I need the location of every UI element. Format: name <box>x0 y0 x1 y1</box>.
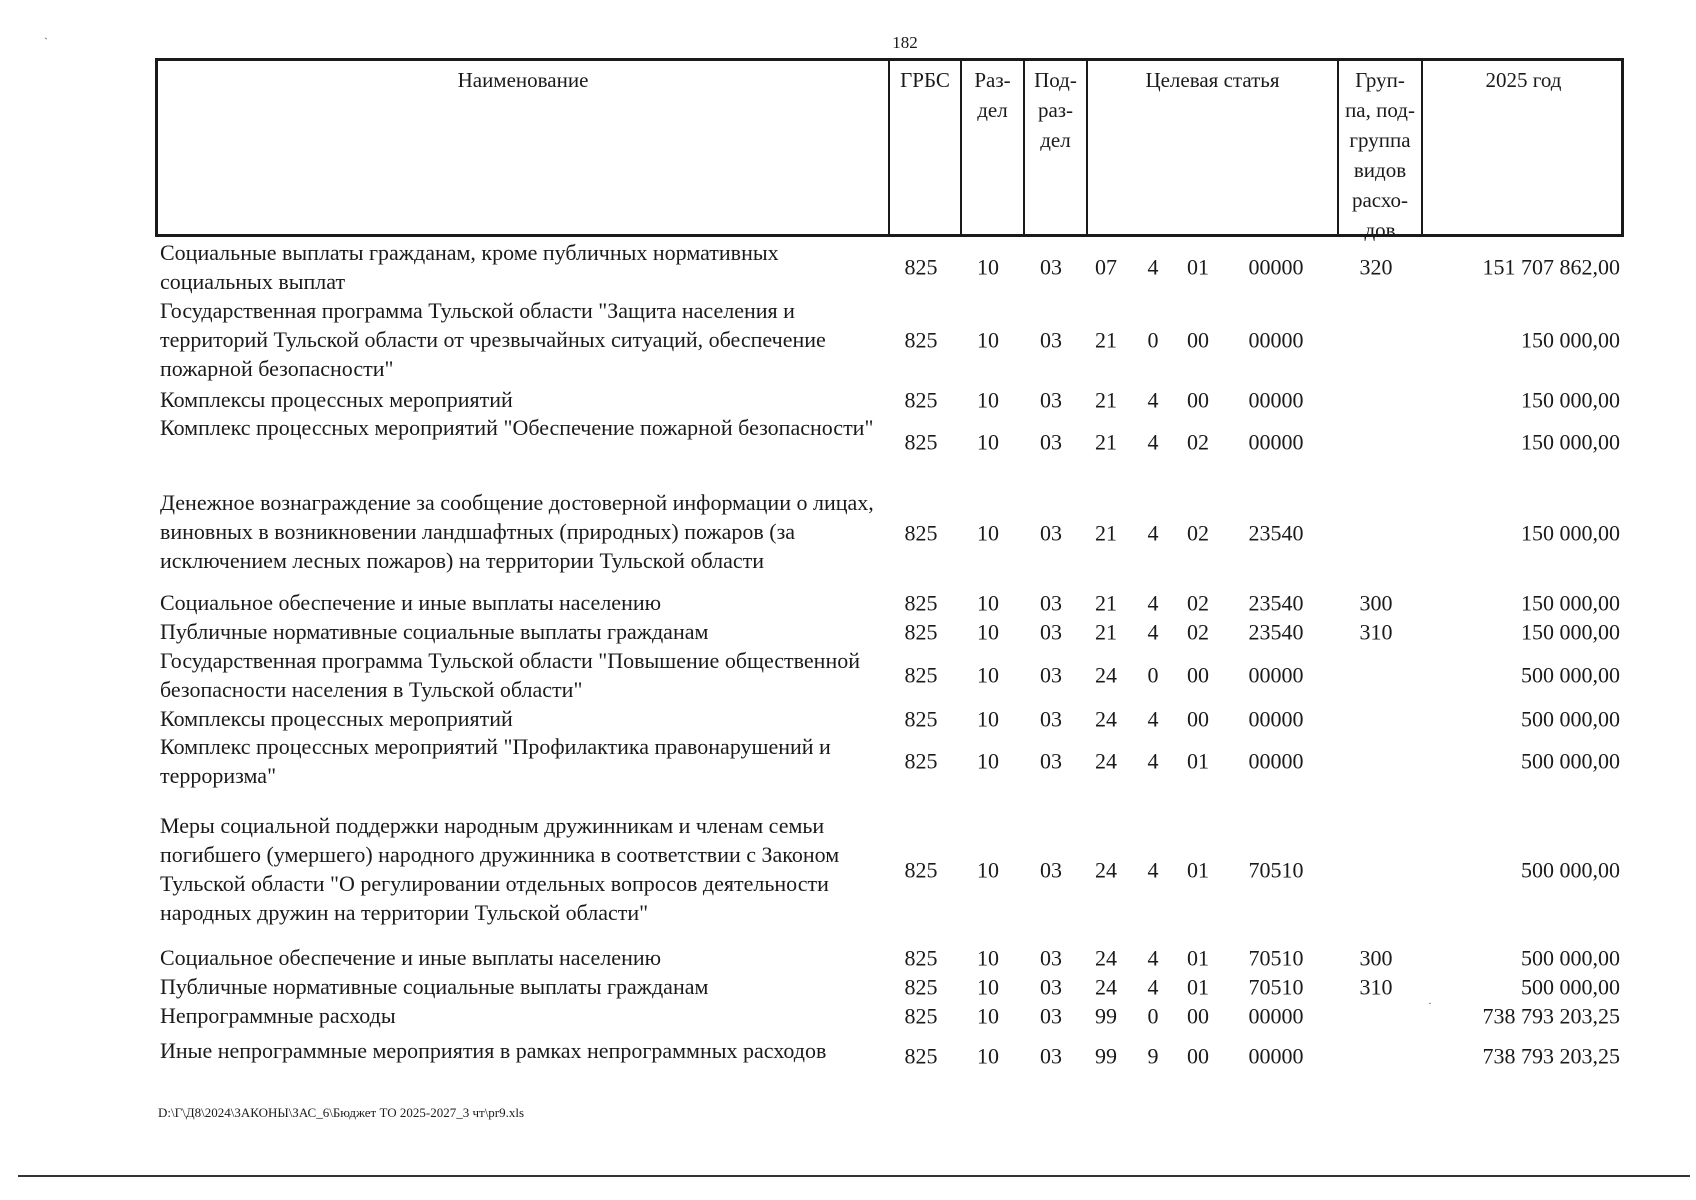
row-t2: 4 <box>1147 590 1159 615</box>
table-row <box>155 811 1624 929</box>
row-t4: 70510 <box>1248 974 1304 999</box>
header-grbs: ГРБС <box>888 61 960 234</box>
row-t2: 4 <box>1147 254 1159 280</box>
row-rz: 10 <box>977 1043 999 1068</box>
row-t2: 4 <box>1147 748 1159 774</box>
row-t1: 99 <box>1095 1043 1117 1068</box>
row-vr: 320 <box>1359 254 1393 280</box>
row-grbs: 825 <box>904 254 938 280</box>
table-row <box>155 704 1624 733</box>
row-pr: 03 <box>1040 662 1062 688</box>
row-grbs: 825 <box>904 387 938 412</box>
header-podrazdel: Под- раз- дел <box>1023 61 1086 234</box>
row-amount: 150 000,00 <box>1521 520 1620 545</box>
table-row <box>155 238 1624 296</box>
row-t2: 4 <box>1147 619 1159 644</box>
header-group: Груп- па, под- группа видов расхо- дов <box>1337 61 1421 234</box>
row-pr: 03 <box>1040 1003 1062 1028</box>
table-row <box>155 296 1624 383</box>
row-vr: 300 <box>1359 945 1393 970</box>
row-grbs: 825 <box>904 1043 938 1068</box>
row-name: Непрограммные расходы <box>160 1003 396 1028</box>
row-t4: 23540 <box>1248 520 1304 545</box>
row-t4: 70510 <box>1248 945 1304 970</box>
row-t4: 00000 <box>1248 748 1304 774</box>
row-amount: 150 000,00 <box>1521 590 1620 615</box>
header-target: Целевая статья <box>1086 61 1337 234</box>
row-grbs: 825 <box>904 590 938 615</box>
row-t4: 00000 <box>1248 1043 1304 1068</box>
scan-mark: ˏ <box>44 26 48 40</box>
row-pr: 03 <box>1040 429 1062 455</box>
row-t3: 00 <box>1187 1043 1209 1068</box>
row-name: Государственная программа Тульской области "Повышение общественной безопасности населения в Тульской области" <box>160 648 860 702</box>
row-grbs: 825 <box>904 945 938 970</box>
row-name: Иные непрограммные мероприятия в рамках непрограммных расходов <box>160 1038 827 1063</box>
row-rz: 10 <box>977 429 999 455</box>
row-t4: 00000 <box>1248 387 1304 412</box>
table-row <box>155 588 1624 617</box>
row-rz: 10 <box>977 619 999 644</box>
row-amount: 738 793 203,25 <box>1482 1043 1620 1068</box>
row-amount: 500 000,00 <box>1521 706 1620 731</box>
table-row <box>155 943 1624 972</box>
row-t1: 21 <box>1095 429 1117 455</box>
row-name: Публичные нормативные социальные выплаты гражданам <box>160 619 709 644</box>
row-amount: 500 000,00 <box>1521 857 1620 883</box>
row-t3: 02 <box>1187 520 1209 545</box>
row-vr: 310 <box>1359 974 1393 999</box>
row-t2: 0 <box>1147 662 1159 688</box>
row-t2: 4 <box>1147 974 1159 999</box>
row-rz: 10 <box>977 974 999 999</box>
row-grbs: 825 <box>904 857 938 883</box>
row-t4: 23540 <box>1248 590 1304 615</box>
row-amount: 150 000,00 <box>1521 619 1620 644</box>
row-rz: 10 <box>977 590 999 615</box>
row-t2: 0 <box>1147 327 1159 352</box>
table-row <box>155 732 1624 790</box>
row-t3: 01 <box>1187 254 1209 280</box>
row-pr: 03 <box>1040 520 1062 545</box>
row-grbs: 825 <box>904 1003 938 1028</box>
row-vr: 310 <box>1359 619 1393 644</box>
row-t3: 02 <box>1187 619 1209 644</box>
row-pr: 03 <box>1040 706 1062 731</box>
header-year: 2025 год <box>1421 61 1624 234</box>
row-amount: 500 000,00 <box>1521 945 1620 970</box>
row-amount: 738 793 203,25 <box>1482 1003 1620 1028</box>
row-rz: 10 <box>977 387 999 412</box>
row-t4: 00000 <box>1248 254 1304 280</box>
row-t2: 0 <box>1147 1003 1159 1028</box>
row-t1: 24 <box>1095 748 1117 774</box>
table-row <box>155 413 1624 471</box>
table-row <box>155 1001 1624 1030</box>
row-name: Публичные нормативные социальные выплаты гражданам <box>160 974 709 999</box>
row-name: Социальное обеспечение и иные выплаты населению <box>160 945 662 970</box>
row-t3: 00 <box>1187 327 1209 352</box>
row-grbs: 825 <box>904 520 938 545</box>
row-grbs: 825 <box>904 327 938 352</box>
row-rz: 10 <box>977 706 999 731</box>
row-t3: 01 <box>1187 857 1209 883</box>
row-amount: 150 000,00 <box>1521 387 1620 412</box>
row-rz: 10 <box>977 1003 999 1028</box>
row-grbs: 825 <box>904 662 938 688</box>
row-pr: 03 <box>1040 1043 1062 1068</box>
header-razdel: Раз- дел <box>960 61 1023 234</box>
row-amount: 151 707 862,00 <box>1482 254 1620 280</box>
row-amount: 500 000,00 <box>1521 662 1620 688</box>
row-t1: 21 <box>1095 387 1117 412</box>
row-t2: 4 <box>1147 706 1159 731</box>
row-rz: 10 <box>977 662 999 688</box>
row-pr: 03 <box>1040 974 1062 999</box>
row-t4: 70510 <box>1248 857 1304 883</box>
row-pr: 03 <box>1040 945 1062 970</box>
row-t4: 00000 <box>1248 1003 1304 1028</box>
row-grbs: 825 <box>904 706 938 731</box>
row-amount: 500 000,00 <box>1521 748 1620 774</box>
row-pr: 03 <box>1040 327 1062 352</box>
row-amount: 150 000,00 <box>1521 429 1620 455</box>
row-rz: 10 <box>977 945 999 970</box>
row-t4: 00000 <box>1248 706 1304 731</box>
row-t4: 23540 <box>1248 619 1304 644</box>
row-t4: 00000 <box>1248 429 1304 455</box>
row-amount: 150 000,00 <box>1521 327 1620 352</box>
row-name: Меры социальной поддержки народным дружинникам и членам семьи погибшего (умершего) народного дружинника в соответствии с Законом Тульской области "О регулировании отдельных вопросов деятельности народных дружин на территории Тульской области" <box>160 813 840 925</box>
row-t1: 21 <box>1095 327 1117 352</box>
row-t1: 24 <box>1095 945 1117 970</box>
row-grbs: 825 <box>904 619 938 644</box>
table-row <box>155 385 1624 414</box>
row-t3: 01 <box>1187 748 1209 774</box>
row-t1: 24 <box>1095 974 1117 999</box>
row-t3: 00 <box>1187 387 1209 412</box>
row-t1: 21 <box>1095 619 1117 644</box>
row-pr: 03 <box>1040 619 1062 644</box>
row-t3: 02 <box>1187 590 1209 615</box>
row-name: Комплекс процессных мероприятий "Профилактика правонарушений и терроризма" <box>160 734 831 788</box>
row-name: Комплексы процессных мероприятий <box>160 387 513 412</box>
row-t4: 00000 <box>1248 327 1304 352</box>
row-rz: 10 <box>977 857 999 883</box>
row-name: Комплекс процессных мероприятий "Обеспечение пожарной безопасности" <box>160 415 874 440</box>
table-row <box>155 1036 1624 1075</box>
row-t1: 24 <box>1095 706 1117 731</box>
row-pr: 03 <box>1040 387 1062 412</box>
row-t1: 24 <box>1095 662 1117 688</box>
row-t2: 4 <box>1147 945 1159 970</box>
row-name: Комплексы процессных мероприятий <box>160 706 513 731</box>
row-t1: 21 <box>1095 520 1117 545</box>
row-name: Социальные выплаты гражданам, кроме публичных нормативных социальных выплат <box>160 240 779 294</box>
row-name: Государственная программа Тульской области "Защита населения и территорий Тульской области от чрезвычайных ситуаций, обеспечение пожарной безопасности" <box>160 298 826 381</box>
row-pr: 03 <box>1040 254 1062 280</box>
row-t1: 24 <box>1095 857 1117 883</box>
bottom-rule <box>18 1175 1690 1177</box>
row-amount: 500 000,00 <box>1521 974 1620 999</box>
row-grbs: 825 <box>904 974 938 999</box>
row-pr: 03 <box>1040 590 1062 615</box>
row-rz: 10 <box>977 748 999 774</box>
row-vr: 300 <box>1359 590 1393 615</box>
row-pr: 03 <box>1040 748 1062 774</box>
row-t4: 00000 <box>1248 662 1304 688</box>
table-row <box>155 972 1624 1001</box>
table-row <box>155 488 1624 577</box>
table-header <box>155 58 1624 242</box>
scan-mark: · <box>1428 996 1432 1010</box>
row-t3: 01 <box>1187 974 1209 999</box>
row-t2: 9 <box>1147 1043 1159 1068</box>
row-t1: 99 <box>1095 1003 1117 1028</box>
row-t1: 07 <box>1095 254 1117 280</box>
header-name: Наименование <box>457 68 589 92</box>
row-t2: 4 <box>1147 520 1159 545</box>
table-row <box>155 617 1624 646</box>
row-name: Денежное вознаграждение за сообщение достоверной информации о лицах, виновных в возникновении ландшафтных (природных) пожаров (за исключением лесных пожаров) на территории Тульской области <box>160 490 874 573</box>
row-t2: 4 <box>1147 857 1159 883</box>
row-t3: 00 <box>1187 662 1209 688</box>
row-t3: 01 <box>1187 945 1209 970</box>
row-t1: 21 <box>1095 590 1117 615</box>
row-rz: 10 <box>977 520 999 545</box>
row-rz: 10 <box>977 327 999 352</box>
row-grbs: 825 <box>904 429 938 455</box>
row-t3: 02 <box>1187 429 1209 455</box>
page-number: 182 <box>892 33 918 52</box>
row-t2: 4 <box>1147 429 1159 455</box>
row-t3: 00 <box>1187 706 1209 731</box>
row-grbs: 825 <box>904 748 938 774</box>
row-name: Социальное обеспечение и иные выплаты населению <box>160 590 662 615</box>
table-row <box>155 646 1624 704</box>
row-t3: 00 <box>1187 1003 1209 1028</box>
row-t2: 4 <box>1147 387 1159 412</box>
row-rz: 10 <box>977 254 999 280</box>
row-pr: 03 <box>1040 857 1062 883</box>
footer-file-path: D:\Г\Д8\2024\ЗАКОНЫ\ЗАС_6\Бюджет ТО 2025-2027_3 чт\pr9.xls <box>158 1105 525 1120</box>
